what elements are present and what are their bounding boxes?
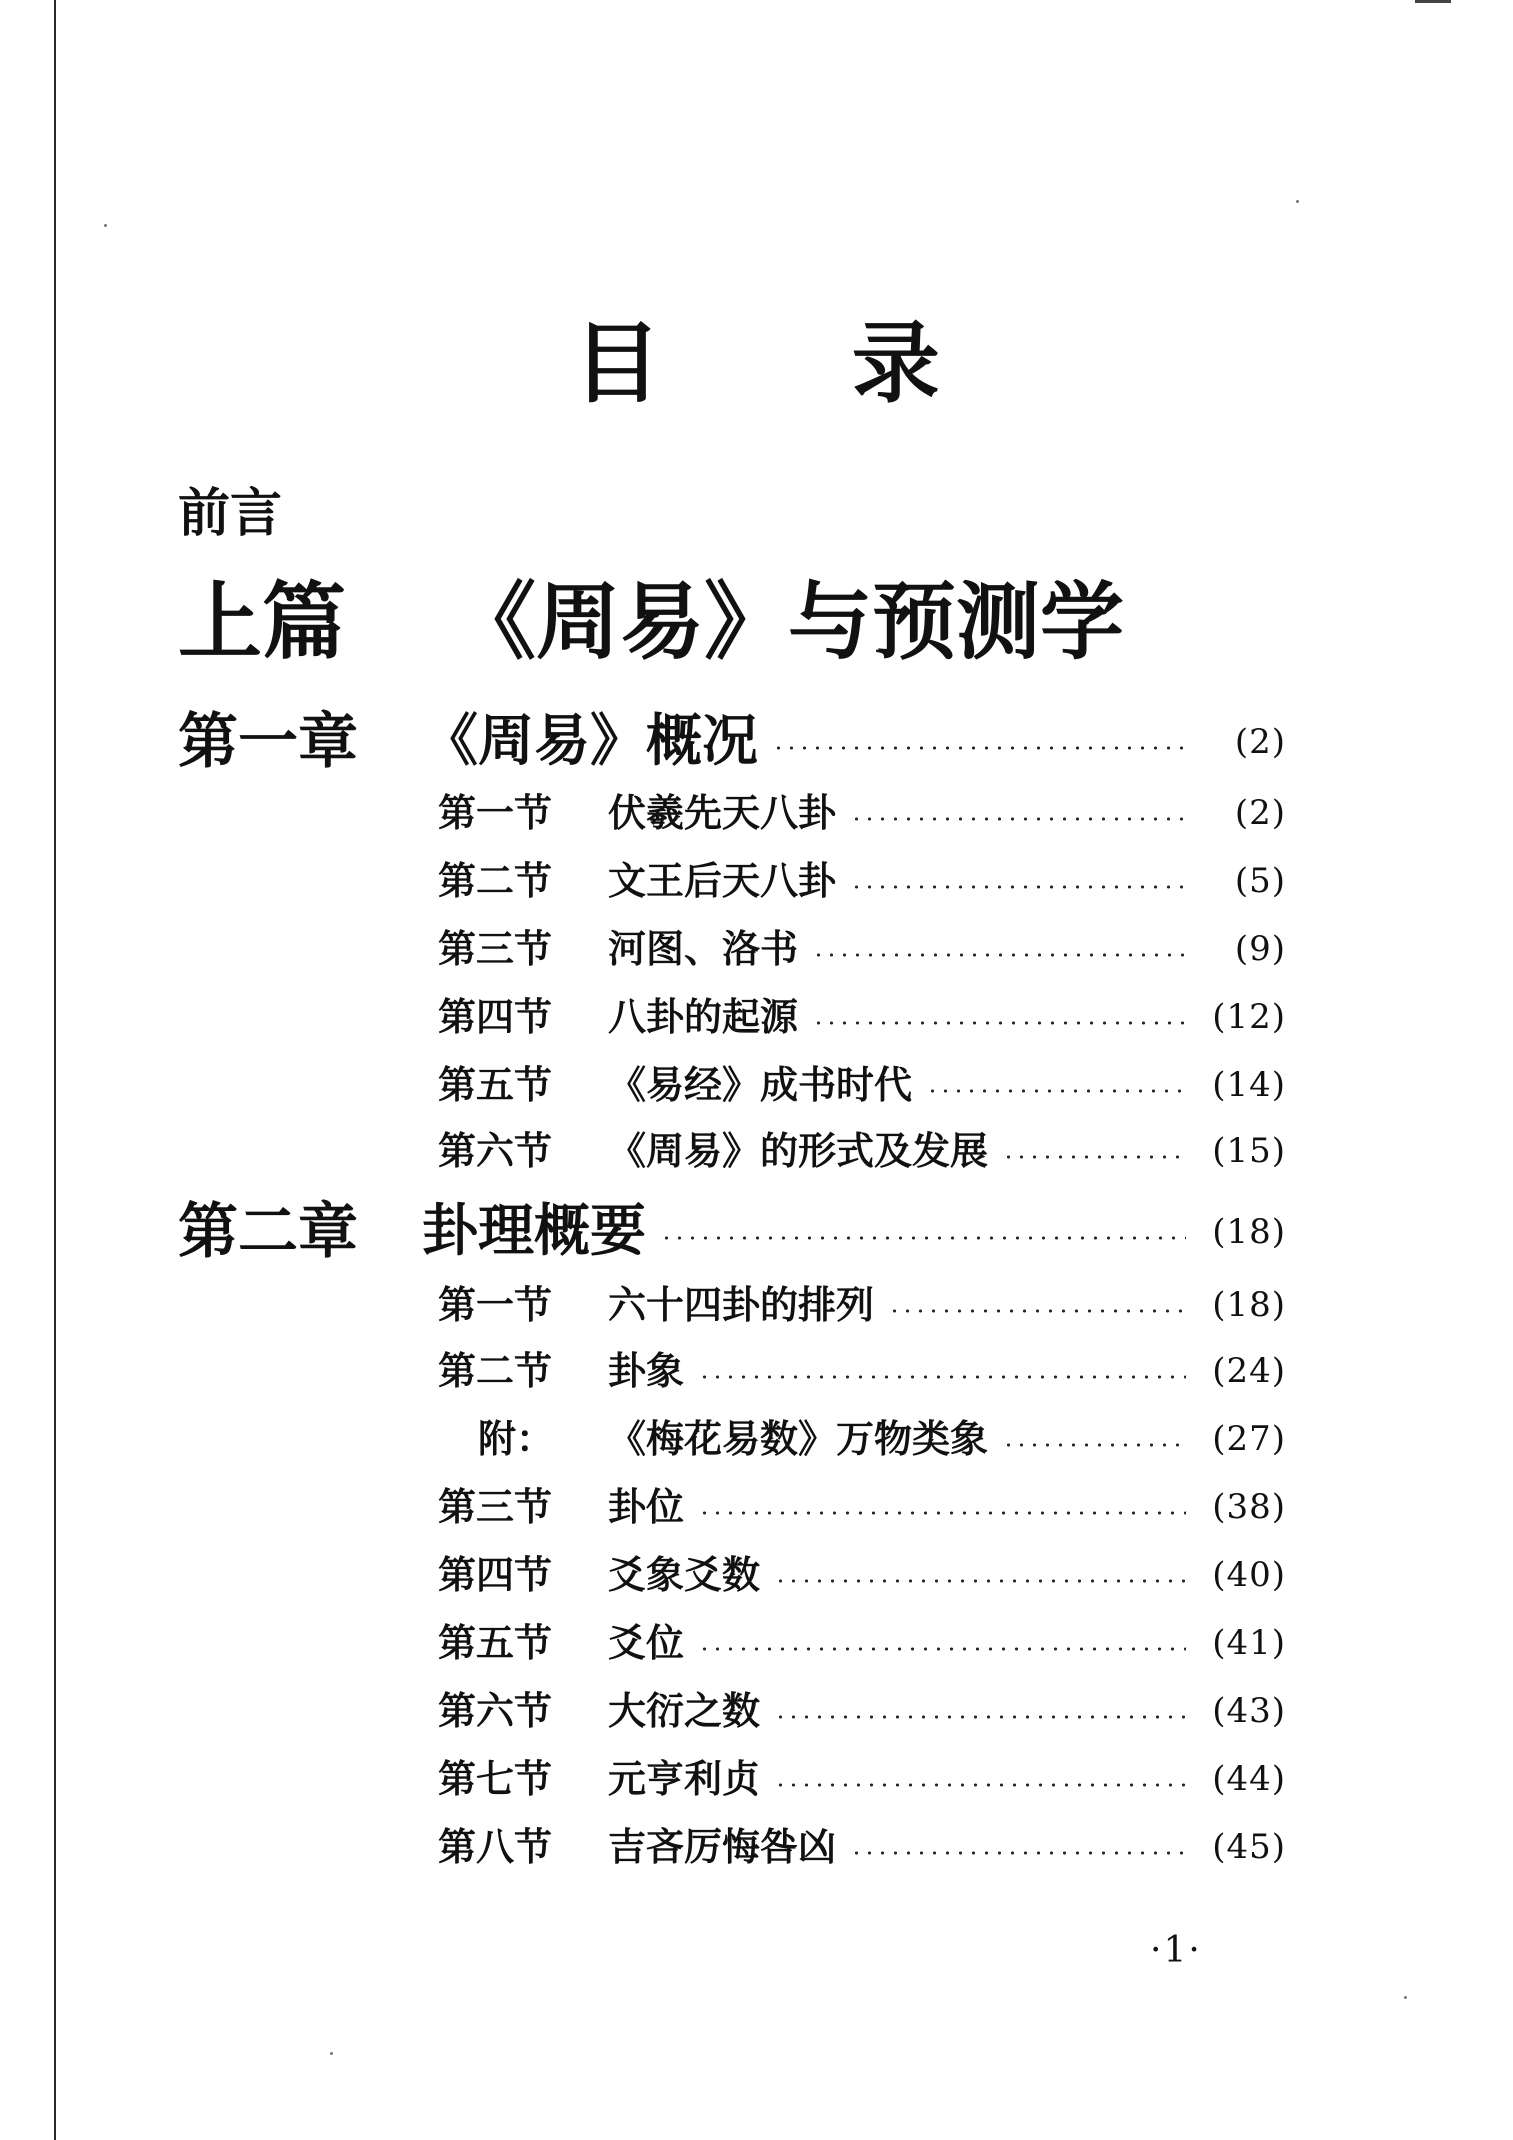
toc-section[interactable]	[438, 859, 1286, 903]
toc-section[interactable]	[438, 1757, 1286, 1801]
section-number: 第三节	[438, 1485, 553, 1529]
dot-leader	[660, 1236, 1186, 1240]
section-title: 吉吝厉悔咎凶	[608, 1825, 837, 1869]
toc-section[interactable]	[438, 1349, 1286, 1393]
dot-leader	[774, 1783, 1186, 1787]
section-number: 第四节	[438, 995, 553, 1039]
part-label: 《周易》与预测学	[452, 573, 1125, 671]
section-title: 文王后天八卦	[608, 859, 837, 903]
section-number: 第一节	[438, 1283, 553, 1327]
section-number: 第二节	[438, 1349, 553, 1393]
part-number: 上篇	[178, 573, 347, 671]
page-title: 目 录	[573, 312, 1020, 415]
page-number: (18)	[1212, 1285, 1286, 1325]
dot-leader	[850, 885, 1186, 889]
appendix-marker: 附：	[478, 1417, 555, 1461]
page-number: (15)	[1212, 1131, 1286, 1171]
dot-leader	[772, 746, 1186, 750]
page-number: (18)	[1212, 1212, 1286, 1252]
section-number: 第八节	[438, 1825, 553, 1869]
section-title: 六十四卦的排列	[608, 1283, 875, 1327]
dot-leader	[1002, 1155, 1186, 1159]
chapter-number: 第二章	[178, 1197, 358, 1267]
toc-section[interactable]	[438, 1825, 1286, 1869]
section-number: 第三节	[438, 927, 553, 971]
chapter-title: 卦理概要	[422, 1199, 646, 1264]
toc-section[interactable]	[438, 995, 1286, 1039]
dot-leader	[926, 1089, 1186, 1093]
page-number: (45)	[1212, 1827, 1286, 1867]
section-title: 河图、洛书	[608, 927, 799, 971]
page-number: (38)	[1212, 1487, 1286, 1527]
page-number: (2)	[1234, 793, 1286, 833]
dot-leader	[774, 1715, 1186, 1719]
section-number: 第一节	[438, 791, 553, 835]
toc-section[interactable]	[438, 1283, 1286, 1327]
section-number: 第二节	[438, 859, 553, 903]
section-title: 《周易》的形式及发展	[608, 1129, 989, 1173]
dot-leader	[774, 1579, 1186, 1583]
section-title: 卦象	[608, 1349, 685, 1393]
page-number: (9)	[1234, 929, 1286, 969]
chapter-title: 《周易》概况	[422, 709, 758, 774]
scan-corner-mark	[1415, 0, 1451, 3]
section-title: 爻象爻数	[608, 1553, 761, 1597]
toc-section[interactable]	[438, 927, 1286, 971]
dot-leader	[850, 1851, 1186, 1855]
toc-appendix[interactable]	[438, 1417, 1286, 1461]
page-number: (43)	[1212, 1691, 1286, 1731]
toc-section[interactable]	[438, 1129, 1286, 1173]
section-title: 《梅花易数》万物类象	[608, 1417, 989, 1461]
page-number: (14)	[1212, 1065, 1286, 1105]
page-number: (41)	[1212, 1623, 1286, 1663]
section-number: 第六节	[438, 1129, 553, 1173]
dot-leader	[850, 817, 1186, 821]
dot-leader	[812, 953, 1186, 957]
scan-speck	[104, 224, 107, 227]
toc-section[interactable]	[438, 791, 1286, 835]
scan-speck	[1296, 200, 1299, 203]
dot-leader	[888, 1309, 1186, 1313]
section-title: 元亨利贞	[608, 1757, 761, 1801]
page-number: (2)	[1234, 722, 1286, 762]
section-number: 第七节	[438, 1757, 553, 1801]
section-number: 第六节	[438, 1689, 553, 1733]
section-title: 爻位	[608, 1621, 685, 1665]
page-number: (5)	[1234, 861, 1286, 901]
toc-section[interactable]	[438, 1063, 1286, 1107]
chapter-number: 第一章	[178, 707, 358, 777]
section-number: 第五节	[438, 1621, 553, 1665]
toc-preface[interactable]: 前言	[178, 484, 283, 544]
toc-section[interactable]	[438, 1621, 1286, 1665]
page-number: (12)	[1212, 997, 1286, 1037]
scan-speck	[330, 2052, 333, 2055]
toc-section[interactable]	[438, 1553, 1286, 1597]
section-title: 八卦的起源	[608, 995, 799, 1039]
dot-leader	[812, 1021, 1186, 1025]
toc-section[interactable]	[438, 1485, 1286, 1529]
dot-leader	[698, 1375, 1186, 1379]
section-number: 第五节	[438, 1063, 553, 1107]
scan-speck	[1404, 1996, 1407, 1999]
dot-leader	[1002, 1443, 1186, 1447]
toc-chapter-1[interactable]	[178, 707, 1286, 777]
section-title: 《易经》成书时代	[608, 1063, 913, 1107]
toc-section[interactable]	[438, 1689, 1286, 1733]
toc-chapter-2[interactable]	[178, 1197, 1286, 1267]
page-number: (24)	[1212, 1351, 1286, 1391]
toc-part[interactable]	[178, 573, 1125, 671]
section-title: 卦位	[608, 1485, 685, 1529]
dot-leader	[698, 1647, 1186, 1651]
page-folio: ·1·	[1150, 1930, 1202, 1971]
page-number: (40)	[1212, 1555, 1286, 1595]
section-title: 伏羲先天八卦	[608, 791, 837, 835]
page-number: (44)	[1212, 1759, 1286, 1799]
page-number: (27)	[1212, 1419, 1286, 1459]
dot-leader	[698, 1511, 1186, 1515]
section-title: 大衍之数	[608, 1689, 761, 1733]
section-number: 第四节	[438, 1553, 553, 1597]
